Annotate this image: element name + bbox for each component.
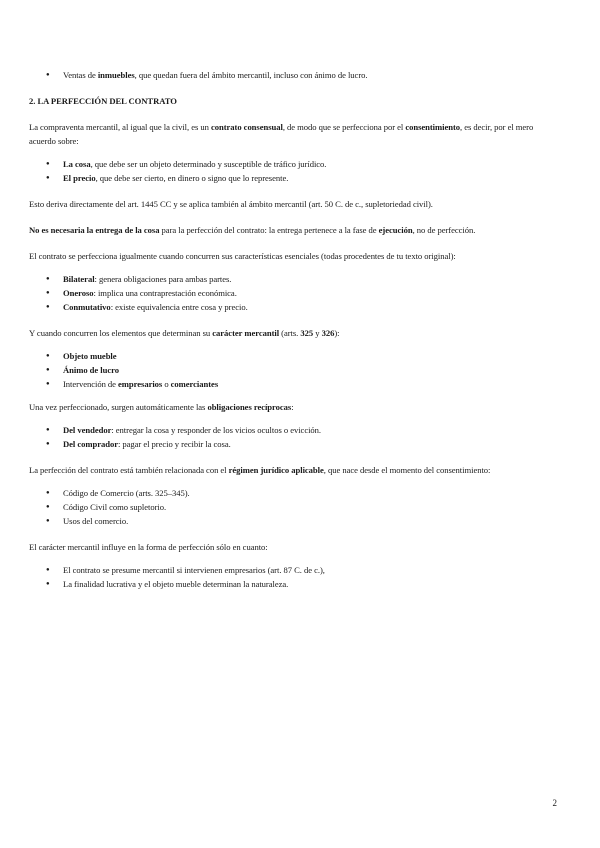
list-item: ● Del vendedor: entregar la cosa y responder de los vicios ocultos o evicción. (29, 423, 557, 437)
list-item: ● Objeto mueble (29, 349, 557, 363)
paragraph: Una vez perfeccionado, surgen automáticamente las obligaciones recíprocas: (29, 402, 294, 412)
legal-regime-list (29, 486, 557, 528)
list-item: ● El precio, que debe ser cierto, en dinero o signo que lo represente. (29, 171, 557, 185)
paragraph: El carácter mercantil influye en la forma de perfección sólo en cuanto: (29, 542, 268, 552)
paragraph: La compraventa mercantil, al igual que la civil, es un contrato consensual, de modo que se perfecciona por el consentimiento, es decir, por el mero acuerdo sobre: (29, 122, 534, 146)
list-item: ● Conmutativo: existe equivalencia entre cosa y precio. (29, 300, 557, 314)
list-item: ● Código Civil como supletorio. (29, 500, 557, 514)
list-item: ● Intervención de empresarios o comerciantes (29, 377, 557, 391)
list-item: ● Del comprador: pagar el precio y recibir la cosa. (29, 437, 557, 451)
intro-list (29, 68, 557, 82)
list-item: ● Bilateral: genera obligaciones para ambas partes. (29, 272, 557, 286)
paragraph: Esto deriva directamente del art. 1445 CC y se aplica también al ámbito mercantil (art. 50 C. de c., supletoriedad civil). (29, 199, 433, 209)
list-item: ● Código de Comercio (arts. 325–345). (29, 486, 557, 500)
list-item: ● La finalidad lucrativa y el objeto mueble determinan la naturaleza. (29, 577, 557, 591)
list-item: ● La cosa, que debe ser un objeto determinado y susceptible de tráfico jurídico. (29, 157, 557, 171)
paragraph: El contrato se perfecciona igualmente cuando concurren sus características esenciales (todas procedentes de tu texto original): (29, 251, 456, 261)
list-item: ● Ventas de inmuebles, que quedan fuera del ámbito mercantil, incluso con ánimo de lucro. (29, 68, 557, 82)
essential-elements-list (29, 157, 557, 185)
paragraph: La perfección del contrato está también relacionada con el régimen jurídico aplicable, que nace desde el momento del consentimiento: (29, 465, 491, 475)
paragraph: No es necesaria la entrega de la cosa para la perfección del contrato: la entrega pertenece a la fase de ejecución, no de perfección. (29, 225, 476, 235)
paragraph: Y cuando concurren los elementos que determinan su carácter mercantil (arts. 325 y 326): (29, 328, 340, 338)
list-item: ● Oneroso: implica una contraprestación económica. (29, 286, 557, 300)
page-content (29, 68, 557, 591)
section-heading: 2. LA PERFECCIÓN DEL CONTRATO (29, 96, 177, 106)
page-number: 2 (552, 798, 557, 808)
mercantile-elements-list (29, 349, 557, 391)
characteristics-list (29, 272, 557, 314)
list-item: ● El contrato se presume mercantil si intervienen empresarios (art. 87 C. de c.), (29, 563, 557, 577)
list-item: ● Ánimo de lucro (29, 363, 557, 377)
obligations-list (29, 423, 557, 451)
perfection-form-list (29, 563, 557, 591)
list-item: ● Usos del comercio. (29, 514, 557, 528)
